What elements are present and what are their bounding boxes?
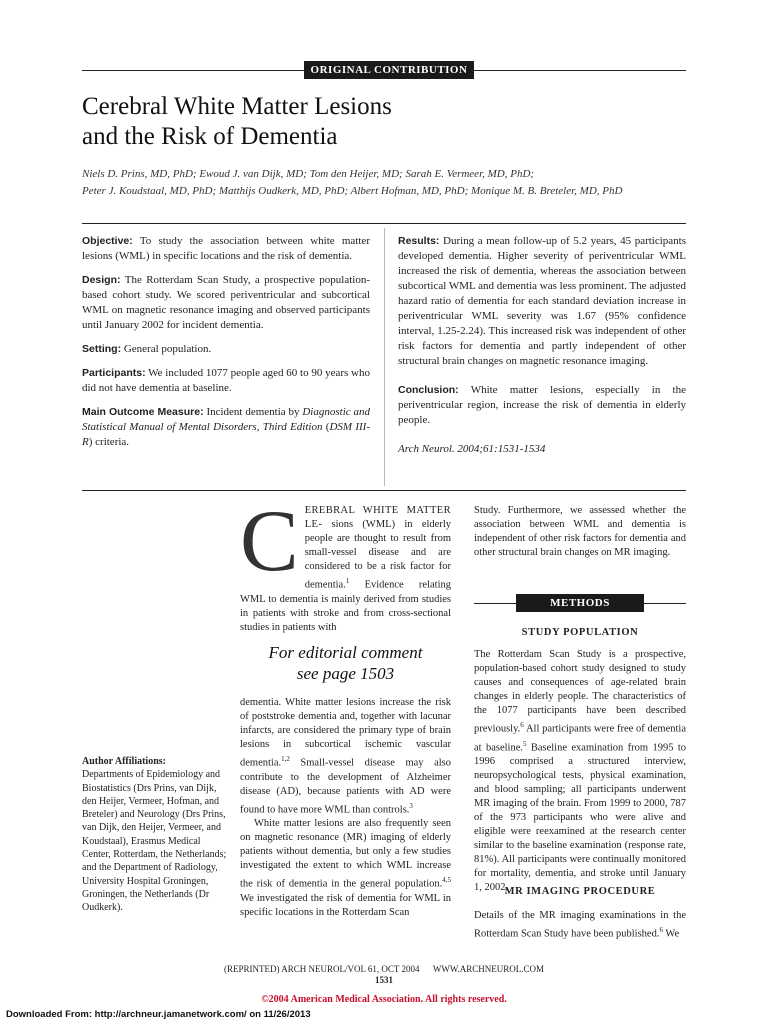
editorial-line1: For editorial comment [268, 643, 423, 662]
abstract-results: Results: During a mean follow-up of 5.2 years, 45 participants developed dementia. Higher severity of periventricular WML increased the risk of dementia, whereas the association between subcortical WML and dementia was less prominent. The adjusted hazard ratio of dementia for each standard deviation increase in periventricular WML severity was 1.67 (95% confidence interval, 1.25-2.24). This increased risk was independent of other risk factors for dementia and partly independent of other structural brain changes on magnetic resonance imaging. [398, 235, 687, 367]
abstract-outcome: Main Outcome Measure: Incident dementia by Diagnostic and Statistical Manual of Mental Disorders, Third Edition (DSM III-R) criteria. [82, 406, 371, 448]
conclusion-label: Conclusion: [398, 384, 459, 396]
footer-journal-line [82, 964, 686, 974]
objective-label: Objective: [82, 235, 133, 247]
author-affiliations [82, 755, 227, 915]
author-list-line1: Niels D. Prins, MD, PhD; Ewoud J. van Dijk, MD; Tom den Heijer, MD; Sarah E. Vermeer, MD, PhD; [82, 168, 535, 180]
mr-imaging-text: Details of the MR imaging examinations in the Rotterdam Scan Study have been published.$^6$ We [474, 910, 686, 940]
affiliations-heading: Author Affiliations: [82, 756, 166, 767]
abstract-objective: Objective: To study the association between white matter lesions (WML) in specific locations and the risk of dementia. [82, 235, 370, 262]
abstract-bottom-rule [82, 490, 686, 491]
results-label: Results: [398, 235, 440, 247]
abstract-column-divider [384, 228, 385, 486]
abstract-conclusion: Conclusion: White matter lesions, especially in the periventricular region, increase the risk of dementia in elderly people. [398, 384, 686, 426]
affiliations-text: Departments of Epidemiology and Biostatistics (Drs Prins, van Dijk, den Heijer, Vermeer, Hofman, and Breteler) and Neurology (Drs Prins, van Dijk, den Heijer, Vermeer, and Koudstaal), Erasmus Medical Center, Rotterdam, the Netherlands; and the Department of Radiology, University Hospital Groningen, Groningen, the Netherlands (Dr Oudkerk). [82, 769, 227, 914]
abstract-setting: Setting: General population. [82, 343, 212, 355]
body-middle: dementia. White matter lesions increase the risk of poststroke dementia and, together with lacunar infarcts, are considered the primary type of brain lesions in subcortical ischemic vascular dementia.$^{1,2}$ Small-vessel disease may also contribute to the development of Alzheimer disease (AD), because patients with AD were found to have more WML than controls.$^3$ White matter lesions are also frequently seen on magnetic resonance (MR) imaging of elderly patients without dementia, but only a few studies investigated the extent to which WML increase the risk of dementia in the general population.$^{4,5}$ We investigated the risk of dementia for WML in specific locations in the Rotterdam Scan [240, 697, 451, 918]
intro-smallcaps: EREBRAL WHITE MATTER LE- [304, 505, 451, 530]
outcome-label: Main Outcome Measure: [82, 406, 204, 418]
methods-banner: METHODS [516, 594, 644, 612]
author-list-line2: Peter J. Koudstaal, MD, PhD; Matthijs Oudkerk, MD, PhD; Albert Hofman, MD, PhD; Monique M. B. Breteler, MD, PhD [82, 185, 623, 197]
copyright-notice: ©2004 American Medical Association. All rights reserved. [261, 994, 507, 1005]
author-list [82, 166, 722, 200]
mr-imaging-heading: MR IMAGING PROCEDURE [504, 886, 656, 897]
abstract-right-column [398, 234, 686, 466]
page-number: 1531 [375, 975, 393, 985]
abstract-left-column [82, 234, 370, 459]
body-right-intro: Study. Furthermore, we assessed whether the association between WML and dementia is independent of other risk factors for dementia and other structural brain changes on MR imaging. [474, 505, 686, 558]
abstract-top-rule [82, 223, 686, 224]
design-label: Design: [82, 274, 121, 286]
editorial-line2: see page 1503 [296, 664, 395, 683]
article-title [82, 92, 392, 152]
article-title-line2: and the Risk of Dementia [82, 123, 338, 150]
abstract-participants: Participants: We included 1077 people aged 60 to 90 years who did not have dementia at baseline. [82, 367, 370, 394]
abstract-design: Design: The Rotterdam Scan Study, a prospective population-based cohort study. We scored periventricular and subcortical WML on magnetic resonance imaging and observed participants until January 2002 for incident dementia. [82, 274, 370, 331]
setting-label: Setting: [82, 343, 122, 355]
dropcap: C [240, 493, 299, 590]
study-population-heading: STUDY POPULATION [521, 627, 639, 638]
editorial-callout [240, 642, 451, 684]
download-notice[interactable]: Downloaded From: http://archneur.jamanetwork.com/ on 11/26/2013 [6, 1009, 311, 1020]
footer-reprinted: (REPRINTED) ARCH NEUROL/VOL 61, OCT 2004 [223, 964, 420, 974]
section-banner: ORIGINAL CONTRIBUTION [304, 61, 474, 79]
body-intro: CEREBRAL WHITE MATTER LE- sions (WML) in elderly people are thought to result from small-vessel disease and are considered to be a risk factor for dementia.$^1$ Evidence relating WML to dementia is mainly derived from studies in patients with stroke and from cross-sectional studies in patients with [240, 493, 452, 633]
abstract-citation: Arch Neurol. 2004;61:1531-1534 [398, 443, 546, 455]
article-title-line1: Cerebral White Matter Lesions [82, 93, 392, 120]
study-population-text: The Rotterdam Scan Study is a prospective, population-based cohort study designed to study causes and consequences of age-related brain changes in elderly people. The characteristics of the 1077 participants have been described previously.$^6$ All participants were free of dementia at baseline.$^5$ Baseline examination from 1995 to 1996 comprised a structured interview, neuropsychological tests, physical examination, and blood sampling; all participants underwent MR imaging of the brain. From 1999 to 2000, 787 of the 973 participants who were alive and eligible were reexamined at the research center similar to the baseline examination (response rate, 81%). All participants were continually monitored for mortality, dementia, and stroke until January 1, 2002. [474, 649, 686, 893]
footer-website: WWW.ARCHNEUROL.COM [432, 964, 544, 974]
participants-label: Participants: [82, 367, 146, 379]
